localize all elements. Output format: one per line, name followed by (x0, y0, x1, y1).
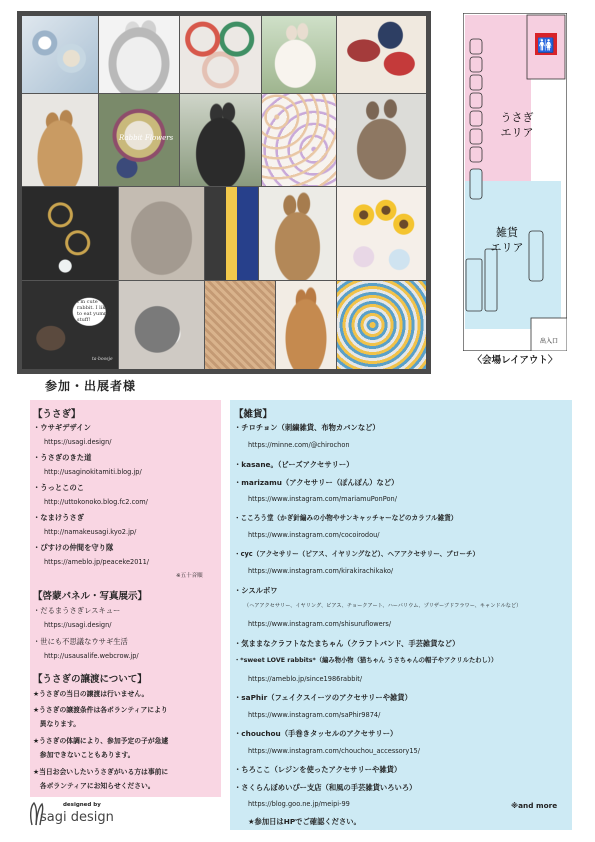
adoption-line: ★うさぎの当日の譲渡は行いません。 (33, 690, 149, 698)
photo-grey-rabbit (99, 16, 179, 93)
adoption-line: 参加できないこともあります。 (33, 751, 135, 759)
zakka-item-url[interactable]: https://www.instagram.com/shisuruflowers/ (248, 620, 392, 628)
zakka-item-url[interactable]: https://www.instagram.com/cocoirodou/ (248, 531, 380, 539)
photo-tan-rabbit (259, 187, 336, 280)
photo-earrings (262, 94, 336, 186)
usagi-item-name: ・うさぎのきた道 (33, 453, 92, 462)
map-caption: 〈会場レイアウト〉 (472, 355, 558, 366)
photo-doilies (337, 281, 426, 369)
photo-white-rabbit (262, 16, 336, 93)
photo-gold-earrings (22, 187, 118, 280)
usagi-heading: 【うさぎ】 (33, 409, 81, 420)
usagi-panel (30, 400, 221, 797)
adoption-line: 異なります。 (33, 720, 81, 728)
adoption-line: 各ボランティアにお知らせください。 (33, 782, 155, 790)
restroom-icon: 🚻 (537, 38, 555, 54)
zakka-item-name: ・ちろここ（レジンを使ったアクセサリーや雑貨） (234, 765, 402, 774)
photo-bracelets (180, 16, 261, 93)
zakka-item-url[interactable]: https://ameblo.jp/since1986rabbit/ (248, 675, 363, 683)
adoption-line: ★当日お会いしたいうさぎがいる方は事前に (33, 768, 169, 776)
photo-two-rabbits (119, 281, 204, 369)
usagi-item-name: ・なまけうさぎ (33, 513, 85, 522)
zakka-item-detail: （ヘアアクセサリー、イヤリング、ピアス、チョークアート、ハーバリウム、プリザーブドフラワー、キャンドルなど） (244, 603, 522, 609)
section-title: 参加・出展者様 (45, 379, 137, 393)
zakka-item-name: ・chouchou（手巻きタッセルのアクセサリー） (234, 729, 398, 738)
zakka-item-url[interactable]: https://www.instagram.com/chouchou_accessory15/ (248, 747, 420, 755)
logo-name: sagi design (40, 810, 114, 825)
participation-footnote: ★参加日はHPでご確認ください。 (248, 817, 361, 826)
photo-lop-rabbit (119, 187, 204, 280)
zakka-item-url[interactable]: https://www.instagram.com/kirakirachikako/ (248, 567, 394, 575)
zakka-item-name: ・*sweet LOVE rabbits*（編み物小物（猫ちゃん うさちゃんの帽子やアクリルたわし）） (234, 657, 498, 664)
adoption-heading: 【うさぎの譲渡について】 (33, 674, 147, 685)
collage-label-1: Rabbit Flowers (119, 134, 174, 142)
panel-item-url[interactable]: https://usagi.design/ (44, 621, 112, 629)
map-entrance: 出入口 (539, 338, 559, 345)
photo-collage (17, 11, 431, 374)
photo-bags (337, 16, 426, 93)
map-usagi-area-2: エリア (500, 126, 534, 139)
photo-bag-rabbit (205, 187, 258, 280)
photo-orange-rabbit (276, 281, 336, 369)
photo-black-rabbit (180, 94, 261, 186)
collage-label-2: I'm cute rabbit. I like to eat yummy stuff! (77, 299, 112, 323)
zakka-item-name: ・cyc（アクセサリー（ピアス、イヤリングなど）、ヘアアクセサリー、ブローチ） (234, 550, 480, 558)
usagi-item-name: ・ぴすけの仲間を守り隊 (33, 543, 114, 552)
zakka-heading: 【雑貨】 (234, 409, 273, 420)
zakka-item-url[interactable]: https://www.instagram.com/saPhir9874/ (248, 711, 381, 719)
zakka-item-name: ・kasane。（ビーズアクセサリー） (234, 460, 354, 469)
panel-item-name: ・世にも不思議なウサギ生活 (33, 637, 128, 646)
usagi-item-name: ・うっとこのこ (33, 483, 85, 492)
adoption-line: ★うさぎの譲渡条件は各ボランティアにより (33, 706, 168, 714)
adoption-line: ★うさぎの体調により、参加予定の子が急遽 (33, 737, 169, 745)
zakka-item-name: ・チロチョン（刺繍雑貨、布物カバンなど） (234, 423, 380, 432)
zakka-item-name: ・気ままなクラフトなたまちゃん（クラフトバンド、手芸雑貨など） (234, 639, 460, 648)
usagi-item-url[interactable]: http://namakeusagi.kyo2.jp/ (44, 528, 137, 536)
map-usagi-area-1: うさぎ (500, 111, 534, 124)
venue-floor-map (463, 13, 567, 351)
zakka-item-name: ・さくらんぼめいぴー支店（和風の手芸雑貨いろいろ） (234, 783, 417, 792)
logo-designed-by: designed by (63, 802, 101, 808)
photo-crochet-hearts (205, 281, 275, 369)
map-zakka-area-1: 雑貨 (496, 226, 518, 239)
photo-hair-accessories (22, 16, 98, 93)
usagi-item-name: ・ウサギデザイン (33, 423, 91, 432)
map-zakka-area-2: エリア (490, 241, 524, 254)
zakka-item-name: ・こころう堂（かぎ針編みの小物やサンキャッチャーなどのカラフル雑貨） (234, 514, 458, 522)
usagi-order-note: ※五十音順 (176, 573, 203, 579)
zakka-item-url[interactable]: https://minne.com/@chirochon (248, 441, 350, 449)
zakka-item-name: ・saPhir（フェイクスイーツのアクセサリーや雑貨） (234, 693, 412, 702)
photo-rabbit-illustration (22, 281, 118, 369)
usagi-item-url[interactable]: http://usaginokitamiti.blog.jp/ (44, 468, 142, 476)
usagi-item-url[interactable]: https://ameblo.jp/peaceke2011/ (44, 558, 150, 566)
usagi-item-url[interactable]: https://usagi.design/ (44, 438, 112, 446)
usagi-item-url[interactable]: http://uttokonoko.blog.fc2.com/ (44, 498, 148, 506)
photo-agouti-rabbit (337, 94, 426, 186)
zakka-item-url[interactable]: https://blog.goo.ne.jp/meipi-99 (248, 800, 350, 808)
panel-item-name: ・だるまうさぎレスキュー (33, 606, 121, 615)
zakka-item-name: ・marizamu（アクセサリー（ぽんぽん）など） (234, 478, 399, 487)
panel-heading: 【啓蒙パネル・写真展示】 (33, 591, 148, 602)
panel-item-url[interactable]: http://usausalife.webcrow.jp/ (44, 652, 139, 660)
zakka-item-url[interactable]: https://www.instagram.com/mariamuPonPon/ (248, 495, 397, 503)
photo-sunflower-crafts (337, 187, 426, 280)
and-more-note: ※and more (511, 801, 558, 810)
photo-flower-wreath (99, 94, 179, 186)
zakka-item-name: ・シスルボワ (234, 586, 278, 595)
collage-label-3: ta-boosje (92, 357, 113, 362)
photo-brown-rabbit (22, 94, 98, 186)
zakka-panel (230, 400, 572, 830)
